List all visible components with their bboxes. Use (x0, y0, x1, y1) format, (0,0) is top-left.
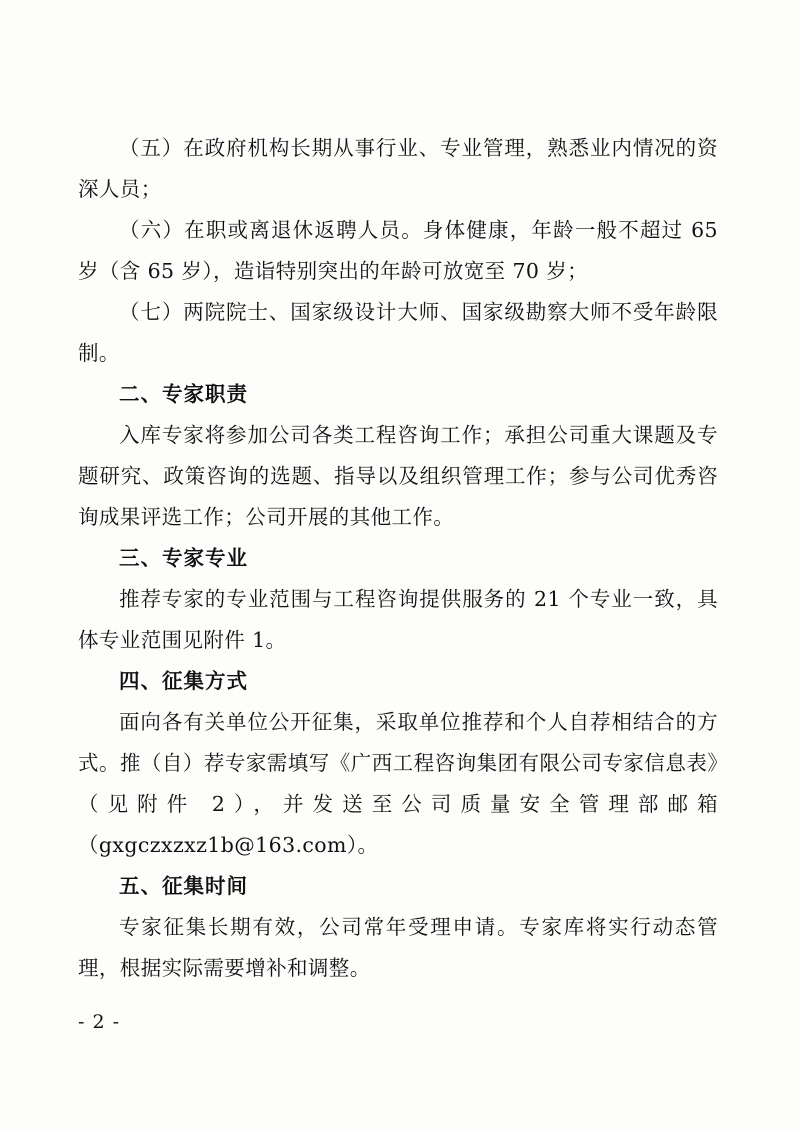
body-paragraph: （六）在职或离退休返聘人员。身体健康，年龄一般不超过 65 岁（含 65 岁），造诣特别突出的年龄可放宽至 70 岁； (78, 218, 718, 283)
body-paragraph: 专家征集长期有效，公司常年受理申请。专家库将实行动态管理，根据实际需要增补和调整。 (78, 915, 718, 980)
body-paragraph: 推荐专家的专业范围与工程咨询提供服务的 21 个专业一致，具体专业范围见附件 1。 (78, 587, 718, 652)
section-heading: 五、征集时间 (119, 874, 248, 898)
body-paragraph: （七）两院院士、国家级设计大师、国家级勘察大师不受年龄限制。 (78, 300, 718, 365)
document-body (78, 128, 718, 989)
page-number: - 2 - (78, 1011, 121, 1033)
section-heading: 四、征集方式 (119, 669, 248, 693)
section-heading: 二、专家职责 (119, 382, 248, 406)
section-heading: 三、专家专业 (119, 546, 248, 570)
body-paragraph: （五）在政府机构长期从事行业、专业管理，熟悉业内情况的资深人员； (78, 136, 718, 201)
body-paragraph: 入库专家将参加公司各类工程咨询工作；承担公司重大课题及专题研究、政策咨询的选题、指导以及组织管理工作；参与公司优秀咨询成果评选工作；公司开展的其他工作。 (78, 423, 718, 529)
body-paragraph: 面向各有关单位公开征集，采取单位推荐和个人自荐相结合的方式。推（自）荐专家需填写《广西工程咨询集团有限公司专家信息表》（见附件 2），并发送至公司质量安全管理部邮箱（gxgczxzxz1b@163.com）。 (78, 710, 718, 857)
